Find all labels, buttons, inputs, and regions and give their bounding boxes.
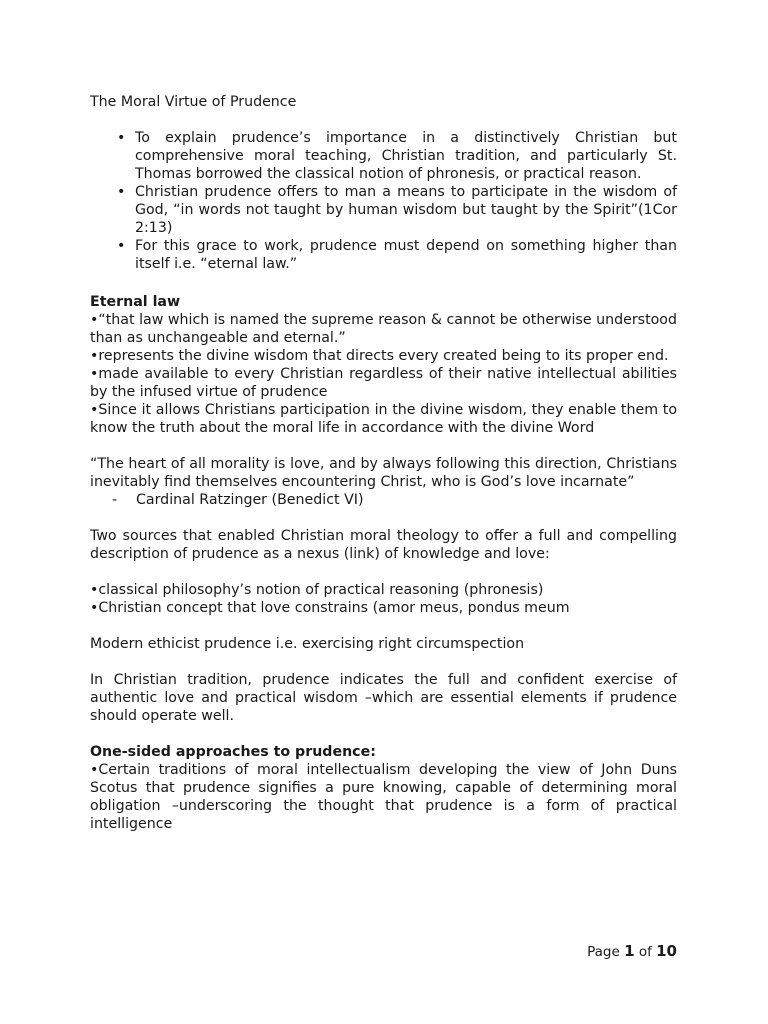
attribution-dash: - — [112, 492, 118, 508]
current-page-number: 1 — [624, 942, 635, 960]
two-sources-intro: Two sources that enabled Christian moral theology to offer a full and compelling description of prudence as a nexus (link) of knowledge and love: — [90, 528, 677, 562]
page-content — [90, 93, 677, 833]
eternal-law-heading: Eternal law — [90, 294, 181, 310]
modern-ethicist-paragraph: Modern ethicist prudence i.e. exercising right circumspection — [90, 636, 525, 652]
page-number-footer — [587, 942, 677, 961]
intro-bullet-2: • Christian prudence offers to man a means to participate in the wisdom of God, “in words not taught by human wisdom but taught by the Spirit”(1Cor 2:13) — [90, 183, 677, 237]
intro-bullet-list — [90, 129, 677, 273]
quote-section — [90, 455, 677, 509]
one-sided-heading: One-sided approaches to prudence: — [90, 744, 376, 760]
intro-bullet-1: • To explain prudence’s importance in a distinctively Christian but comprehensive moral teaching, Christian tradition, and particularly St. Thomas borrowed the classical notion of phronesis, or practical reason. — [90, 129, 677, 183]
document-title: The Moral Virtue of Prudence — [90, 94, 297, 110]
eternal-law-item-2: •represents the divine wisdom that directs every created being to its proper end. — [90, 348, 669, 364]
christian-tradition-paragraph: In Christian tradition, prudence indicates the full and confident exercise of authentic love and practical wisdom –which are essential elements if prudence should operate well. — [90, 672, 677, 724]
quote-attribution — [90, 491, 677, 509]
two-sources-section — [90, 527, 677, 617]
eternal-law-section — [90, 293, 677, 437]
two-sources-item-1: •classical philosophy’s notion of practical reasoning (phronesis) — [90, 582, 544, 598]
quote-text: “The heart of all morality is love, and by always following this direction, Christians inevitably find themselves encountering Christ, who is God’s love incarnate” — [90, 456, 677, 490]
total-pages-number: 10 — [656, 942, 677, 960]
two-sources-item-2: •Christian concept that love constrains (amor meus, pondus meum — [90, 600, 570, 616]
eternal-law-item-3: •made available to every Christian regardless of their native intellectual abilities by the infused virtue of prudence — [90, 366, 677, 400]
one-sided-section — [90, 743, 677, 833]
one-sided-item-1: •Certain traditions of moral intellectualism developing the view of John Duns Scotus that prudence signifies a pure knowing, capable of determining moral obligation –underscoring the thought that prudence is a form of practical intelligence — [90, 762, 677, 832]
page-label: Page — [587, 944, 620, 960]
of-label: of — [638, 944, 652, 960]
intro-bullet-3: • For this grace to work, prudence must depend on something higher than itself i.e. “eternal law.” — [90, 237, 677, 273]
eternal-law-item-4: •Since it allows Christians participation in the divine wisdom, they enable them to know the truth about the moral life in accordance with the divine Word — [90, 402, 677, 436]
eternal-law-item-1: •“that law which is named the supreme reason & cannot be otherwise understood than as unchangeable and eternal.” — [90, 312, 677, 346]
attribution-name: Cardinal Ratzinger (Benedict VI) — [136, 492, 364, 508]
